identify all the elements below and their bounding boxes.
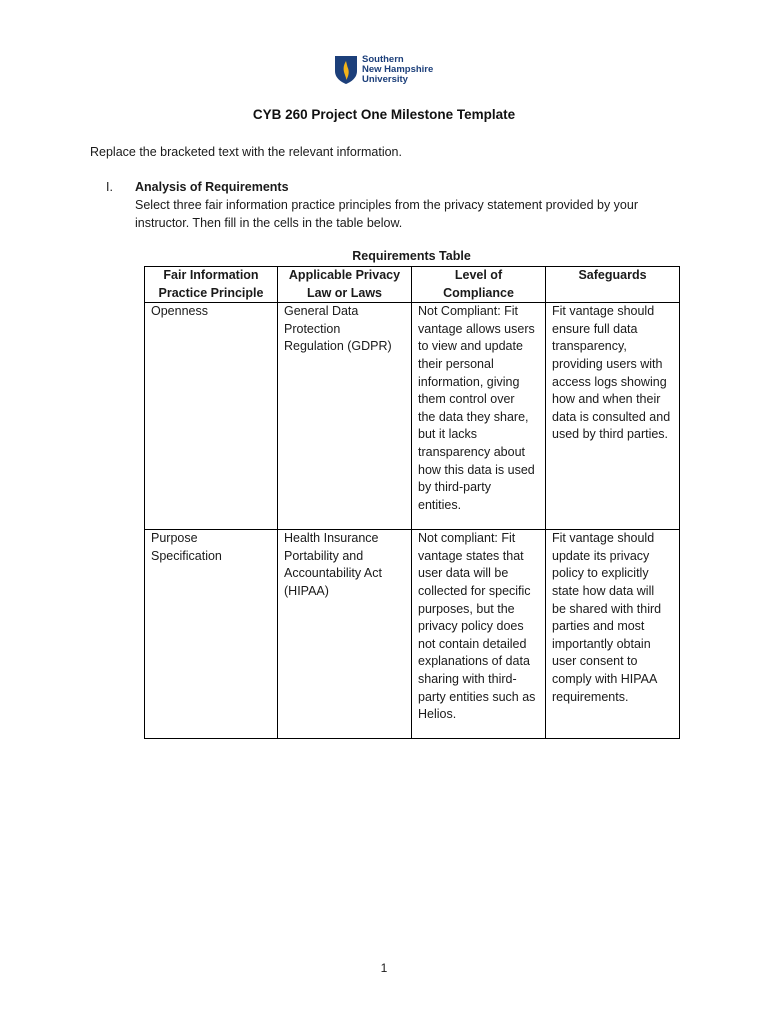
shield-flame-logo-icon [334, 55, 358, 85]
header-privacy-law: Applicable Privacy Law or Laws [278, 267, 412, 303]
header-compliance: Level of Compliance [412, 267, 546, 303]
cell-privacy-law: Health Insurance Portability and Accountability Act (HIPAA) [278, 530, 412, 739]
cell-principle: Purpose Specification [145, 530, 278, 739]
section-body: Select three fair information practice principles from the privacy statement provided by your instructor. Then fill in the cells in the table below. [135, 198, 639, 230]
logo-line-2: New Hampshire [362, 64, 434, 75]
table-caption: Requirements Table [352, 249, 471, 263]
header-safeguards: Safeguards [546, 267, 680, 303]
table-row [145, 303, 680, 530]
document-title: CYB 260 Project One Milestone Template [252, 107, 516, 122]
table-row [145, 530, 680, 739]
requirements-table [144, 266, 680, 739]
cell-privacy-law: General Data Protection Regulation (GDPR) [278, 303, 412, 530]
cell-principle: Openness [145, 303, 278, 530]
section-heading: Analysis of Requirements [135, 180, 289, 194]
cell-compliance: Not Compliant: Fit vantage allows users to view and update their personal information, giving them control over the data they share, but it lacks transparency about how this data is used by third-party entities. [412, 303, 546, 530]
section-number: I. [106, 180, 113, 194]
logo-wordmark [362, 55, 433, 85]
cell-safeguards: Fit vantage should ensure full data transparency, providing users with access logs showing how and when their data is consulted and used by third parties. [546, 303, 680, 530]
cell-safeguards: Fit vantage should update its privacy policy to explicitly state how data will be shared with third parties and most importantly obtain user consent to comply with HIPAA requirements. [546, 530, 680, 739]
table-header-row [145, 267, 680, 303]
logo-line-1: Southern [362, 54, 404, 65]
page-number: 1 [380, 961, 388, 975]
logo-line-3: University [362, 74, 408, 85]
header-principle: Fair Information Practice Principle [145, 267, 278, 303]
university-logo [334, 55, 444, 89]
instruction-text: Replace the bracketed text with the relevant information. [90, 145, 402, 159]
cell-compliance: Not compliant: Fit vantage states that user data will be collected for specific purposes, but the privacy policy does not contain detailed explanations of data sharing with third- party entities such as Helios. [412, 530, 546, 739]
